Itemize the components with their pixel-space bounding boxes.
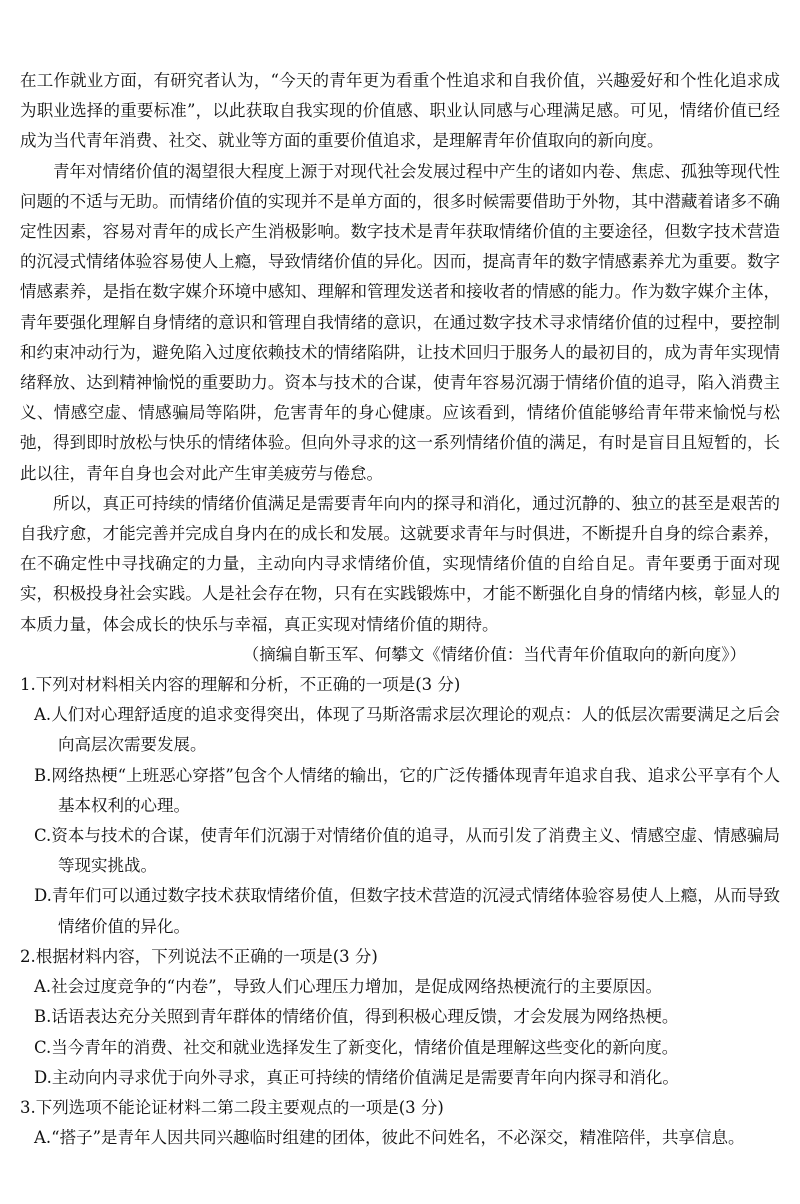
question-2-option-b[interactable]: B.话语表达充分关照到青年群体的情绪价值，得到积极心理反馈，才会发展为网络热梗。	[34, 1007, 679, 1027]
question-3	[20, 1093, 780, 1153]
passage-paragraph-1: 在工作就业方面，有研究者认为，“今天的青年更为看重个性追求和自我价值，兴趣爱好和个性化追求成为职业选择的重要标准”，以此获取自我实现的价值感、职业认同感与心理满足感。可见，情绪价值已经成为当代青年消费、社交、就业等方面的重要价值追求，是理解青年价值取向的新向度。	[20, 71, 780, 151]
reading-passage	[20, 66, 780, 670]
passage-paragraph-2: 青年对情绪价值的渴望很大程度上源于对现代社会发展过程中产生的诸如内卷、焦虑、孤独等现代性问题的不适与无助。而情绪价值的实现并不是单方面的，很多时候需要借助于外物，其中潜藏着诸多不确定性因素，容易对青年的成长产生消极影响。数字技术是青年获取情绪价值的主要途径，但数字技术营造的沉浸式情绪体验容易使人上瘾，导致情绪价值的异化。因而，提高青年的数字情感素养尤为重要。数字情感素养，是指在数字媒介环境中感知、理解和管理发送者和接收者的情感的能力。作为数字媒介主体，青年要强化理解自身情绪的意识和管理自我情绪的意识，在通过数字技术寻求情绪价值的过程中，要控制和约束冲动行为，避免陷入过度依赖技术的情绪陷阱，让技术回归于服务人的最初目的，成为青年实现情绪释放、达到精神愉悦的重要助力。资本与技术的合谋，使青年容易沉溺于情绪价值的追寻，陷入消费主义、情感空虚、情感骗局等陷阱，危害青年的身心健康。应该看到，情绪价值能够给青年带来愉悦与松弛，得到即时放松与快乐的情绪体验。但向外寻求的这一系列情绪价值的满足，有时是盲目且短暂的，长此以往，青年自身也会对此产生审美疲劳与倦怠。	[20, 161, 780, 483]
question-1-options	[20, 700, 780, 942]
question-3-stem: 3.下列选项不能论证材料二第二段主要观点的一项是(3 分)	[20, 1097, 444, 1117]
passage-paragraph-3: 所以，真正可持续的情绪价值满足是需要青年向内的探寻和消化，通过沉静的、独立的甚至是艰苦的自我疗愈，才能完善并完成自身内在的成长和发展。这就要求青年与时俱进，不断提升自身的综合素养，在不确定性中寻找确定的力量，主动向内寻求情绪价值，实现情绪价值的自给自足。青年要勇于面对现实，积极投身社会实践。人是社会存在物，只有在实践锻炼中，才能不断强化自身的情绪内核，彰显人的本质力量，体会成长的快乐与幸福，真正实现对情绪价值的期待。	[20, 493, 780, 634]
question-2-options	[20, 972, 780, 1093]
question-2-option-c[interactable]: C.当今青年的消费、社交和就业选择发生了新变化，情绪价值是理解这些变化的新向度。	[34, 1037, 679, 1057]
question-2-option-a[interactable]: A.社会过度竞争的“内卷”，导致人们心理压力增加，是促成网络热梗流行的主要原因。	[34, 977, 663, 997]
question-2	[20, 942, 780, 1093]
question-1-option-b[interactable]: B.网络热梗“上班恶心穿搭”包含个人情绪的输出，它的广泛传播体现青年追求自我、追求公平享有个人基本权利的心理。	[34, 765, 780, 815]
question-1-option-c[interactable]: C.资本与技术的合谋，使青年们沉溺于对情绪价值的追寻，从而引发了消费主义、情感空虚、情感骗局等现实挑战。	[34, 826, 780, 876]
question-1-option-a[interactable]: A.人们对心理舒适度的追求变得突出，体现了马斯洛需求层次理论的观点：人的低层次需要满足之后会向高层次需要发展。	[34, 705, 780, 755]
question-3-option-a[interactable]: A.“搭子”是青年人因共同兴趣临时组建的团体，彼此不问姓名，不必深交，精准陪伴，共享信息。	[34, 1128, 745, 1148]
question-2-stem: 2.根据材料内容，下列说法不正确的一项是(3 分)	[20, 946, 378, 966]
question-1-option-d[interactable]: D.青年们可以通过数字技术获取情绪价值，但数字技术营造的沉浸式情绪体验容易使人上瘾，从而导致情绪价值的异化。	[34, 886, 780, 936]
question-1	[20, 670, 780, 942]
passage-source: （摘编自靳玉军、何攀文《情绪价值：当代青年价值取向的新向度》）	[242, 644, 746, 664]
question-1-stem: 1.下列对材料相关内容的理解和分析，不正确的一项是(3 分)	[20, 675, 461, 695]
question-3-options	[20, 1123, 780, 1153]
question-2-option-d[interactable]: D.主动向内寻求优于向外寻求，真正可持续的情绪价值满足是需要青年向内探寻和消化。	[34, 1067, 679, 1087]
